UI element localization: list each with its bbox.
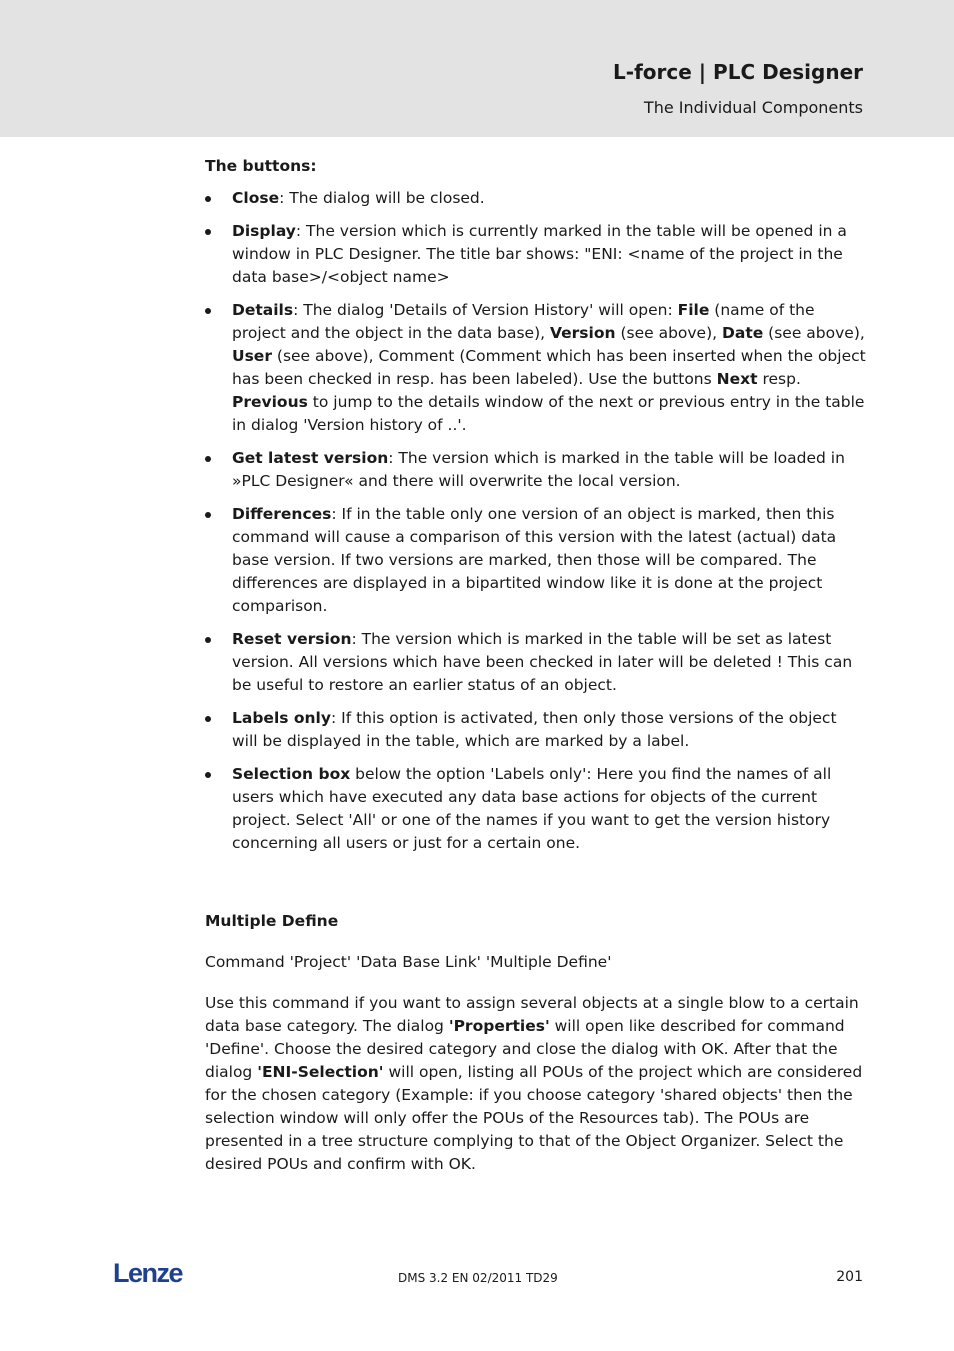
bullet-icon	[205, 229, 211, 235]
page-header	[0, 0, 954, 137]
bullet-icon	[205, 772, 211, 778]
bullet-icon	[205, 512, 211, 518]
inline-term: Version	[549, 324, 616, 342]
list-item	[205, 763, 867, 855]
list-item-text: : If this option is activated, then only those versions of the object will be displayed in the table, which are marked by a label.	[232, 709, 837, 750]
document-title: L-force | PLC Designer	[613, 60, 863, 84]
inline-term: User	[232, 347, 272, 365]
list-item	[205, 628, 867, 697]
list-item-text: (see above),	[615, 324, 722, 342]
list-item	[205, 220, 867, 289]
bullet-icon	[205, 637, 211, 643]
inline-term: Date	[722, 324, 764, 342]
list-item	[205, 503, 867, 618]
list-item-text: : The version which is marked in the table will be loaded in »PLC Designer« and there will overwrite the local version.	[232, 449, 845, 490]
list-item-text: to jump to the details window of the next or previous entry in the table in dialog 'Version history of ..'.	[232, 393, 865, 434]
list-item-text: resp.	[757, 370, 801, 388]
list-item	[205, 447, 867, 493]
list-item	[205, 707, 867, 753]
lenze-logo	[113, 1258, 193, 1292]
buttons-heading: The buttons:	[205, 157, 317, 175]
list-item-term: Close	[232, 189, 280, 207]
inline-term: File	[677, 301, 710, 319]
paragraph-text: Use this command if you want to assign several objects at a single blow to a certain data base category. The dialog	[205, 994, 859, 1035]
chapter-subtitle: The Individual Components	[643, 98, 863, 117]
bullet-icon	[205, 196, 211, 202]
list-item-text: (see above),	[763, 324, 865, 342]
document-reference: DMS 3.2 EN 02/2011 TD29	[398, 1271, 558, 1285]
inline-term: Next	[716, 370, 758, 388]
list-item-text: : The version which is currently marked in the table will be opened in a window in PLC Designer. The title bar shows: "ENI: <name of the project in the data base>/<object name>	[232, 222, 847, 286]
paragraph-text: will open like described for command 'Define'. Choose the desired category and close the dialog with OK. After that the dialog	[205, 1017, 845, 1081]
list-item-text: (name of the project and the object in the data base),	[232, 301, 815, 342]
buttons-list	[205, 187, 867, 855]
section-paragraph	[205, 992, 867, 1176]
list-item-text: below the option 'Labels only': Here you find the names of all users which have executed any data base actions for objects of the current project. Select 'All' or one of the names if you want to get the version history concerning all users or just for a certain one.	[232, 765, 832, 852]
list-item	[205, 299, 867, 437]
command-path: Command 'Project' 'Data Base Link' 'Multiple Define'	[205, 953, 612, 971]
inline-term: Previous	[232, 393, 308, 411]
list-item-term: Details	[232, 301, 294, 319]
inline-term: 'Properties'	[448, 1017, 550, 1035]
lenze-logo-icon	[113, 1258, 193, 1288]
inline-term: 'ENI-Selection'	[257, 1063, 384, 1081]
page-number: 201	[836, 1269, 863, 1285]
list-item-term: Labels only	[232, 709, 331, 727]
list-item	[205, 187, 867, 210]
list-item-text: : If in the table only one version of an object is marked, then this command will cause a comparison of this version with the latest (actual) data base version. If two versions are marked, then those will be compared. The differences are displayed in a bipartited window like it is done at the project comparison.	[232, 505, 837, 615]
list-item-term: Differences	[232, 505, 332, 523]
bullet-icon	[205, 308, 211, 314]
main-content	[205, 155, 867, 1176]
svg-text:Lenze: Lenze	[113, 1258, 183, 1288]
bullet-icon	[205, 456, 211, 462]
paragraph-text: will open, listing all POUs of the project which are considered for the chosen category (Example: if you choose category 'shared objects' then the selection window will only offer the POUs of the Resources tab). The POUs are presented in a tree structure complying to that of the Object Organizer. Select the desired POUs and confirm with OK.	[205, 1063, 863, 1173]
list-item-text: : The dialog 'Details of Version History' will open:	[293, 301, 678, 319]
list-item-term: Selection box	[232, 765, 351, 783]
bullet-icon	[205, 716, 211, 722]
list-item-text: (see above), Comment (Comment which has been inserted when the object has been checked in resp. has been labeled). Use the buttons	[232, 347, 866, 388]
list-item-text: : The dialog will be closed.	[279, 189, 485, 207]
list-item-term: Reset version	[232, 630, 352, 648]
list-item-text: : The version which is marked in the table will be set as latest version. All versions which have been checked in later will be deleted ! This can be useful to restore an earlier status of an object.	[232, 630, 853, 694]
list-item-term: Get latest version	[232, 449, 389, 467]
section-heading: Multiple Define	[205, 912, 339, 930]
list-item-term: Display	[232, 222, 296, 240]
